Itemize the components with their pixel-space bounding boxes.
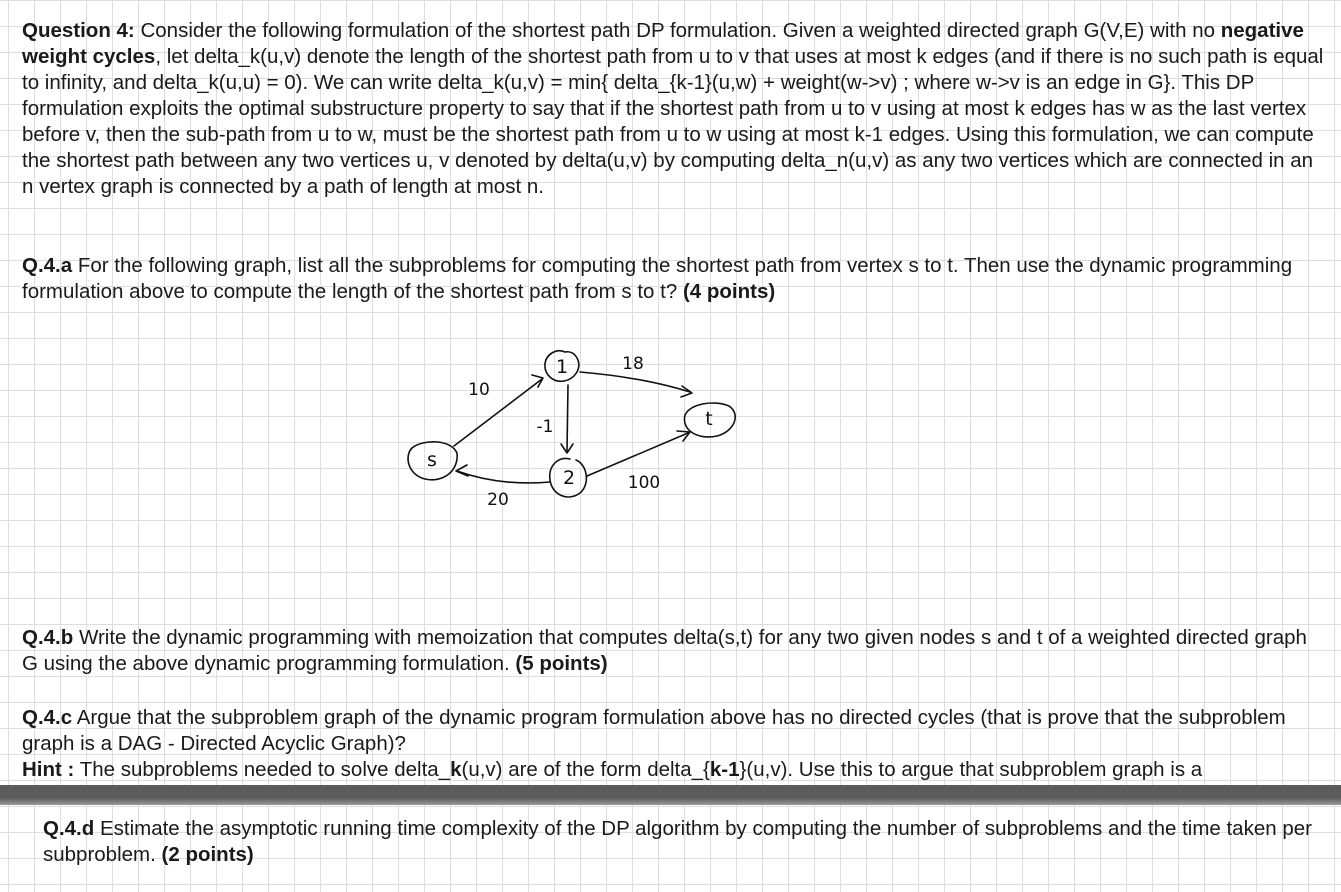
node-t-label: t [705, 408, 713, 430]
weight-2-to-s: 20 [487, 490, 509, 510]
question-4b [22, 625, 1328, 677]
q4b-label: Q.4.b [22, 626, 74, 649]
node-s-label: s [427, 449, 437, 471]
question-4-text-1: Consider the following formulation of the shortest path DP formulation. Given a weighted directed graph G(V,E) with no [134, 19, 1221, 42]
q4c-hint-text-2: (u,v) are of the form delta_{ [461, 758, 710, 781]
edge-2-to-t [587, 433, 688, 476]
node-2-label: 2 [562, 467, 576, 489]
edge-2-to-s [457, 471, 550, 483]
question-4-bold-phrase: negative weight cycles [22, 19, 1304, 68]
weight-2-to-t: 100 [627, 473, 661, 493]
weight-1-to-2: -1 [536, 417, 554, 437]
weight-s-to-1: 10 [468, 380, 490, 400]
q4c-hint-k: k [450, 758, 462, 781]
q4c-hint-text-1: The subproblems needed to solve delta_ [74, 758, 451, 781]
q4d-points: (2 points) [161, 843, 254, 866]
q4c-text: Argue that the subproblem graph of the dynamic program formulation above has no directed cycles (that is prove that the subproblem graph is a DAG - Directed Acyclic Graph)? [22, 706, 1286, 755]
q4d-label: Q.4.d [43, 817, 95, 840]
q4c-hint-text-3: }(u,v). Use this to argue that subproblem graph is a [739, 758, 1203, 781]
q4a-points: (4 points) [682, 280, 776, 303]
question-4-intro [22, 18, 1328, 200]
question-4c [22, 705, 1328, 783]
q4a-label: Q.4.a [22, 254, 73, 277]
graph-sketch [395, 335, 755, 525]
edge-1-to-t [580, 372, 690, 392]
q4d-text: Estimate the asymptotic running time complexity of the DP algorithm by computing the number of subproblems and the time taken per subproblem. [43, 817, 1312, 866]
edge-1-to-2 [567, 385, 568, 451]
question-4d [43, 816, 1333, 868]
weight-1-to-t: 18 [622, 354, 644, 374]
q4b-points: (5 points) [515, 652, 608, 675]
question-4-label: Question 4: [22, 19, 135, 42]
q4a-text: For the following graph, list all the subproblems for computing the shortest path from vertex s to t. Then use the dynamic programming formulation above to compute the length of the shortest path from s to t? [22, 254, 1293, 303]
q4c-hint-k-minus-1: k-1 [709, 758, 740, 781]
node-1-label: 1 [555, 356, 569, 378]
question-4-text-2: , let delta_k(u,v) denote the length of the shortest path from u to v that uses at most k edges (and if there is no such path is equal to infinity, and delta_k(u,u) = 0). We can write delta_k(u,v) = min{ delta_{k-1}(u,w) + weight(w->v) ; where w->v is an edge in G}. This DP formulation exploits the optimal substructure property to say that if the shortest path from u to v using at most k edges has w as the last vertex before v, then the sub-path from u to w, must be the shortest path from u to w using at most k-1 edges. Using this formulation, we can compute the shortest path between any two vertices u, v denoted by delta(u,v) by computing delta_n(u,v) as any two vertices which are connected in an n vertex graph is connected by a path of length at most n. [22, 45, 1324, 198]
q4c-label: Q.4.c [22, 706, 73, 729]
page-break-bar [0, 785, 1341, 805]
q4c-hint-label: Hint : [22, 758, 75, 781]
question-4a [22, 253, 1328, 305]
q4b-text: Write the dynamic programming with memoization that computes delta(s,t) for any two given nodes s and t of a weighted directed graph G using the above dynamic programming formulation. [22, 626, 1307, 675]
